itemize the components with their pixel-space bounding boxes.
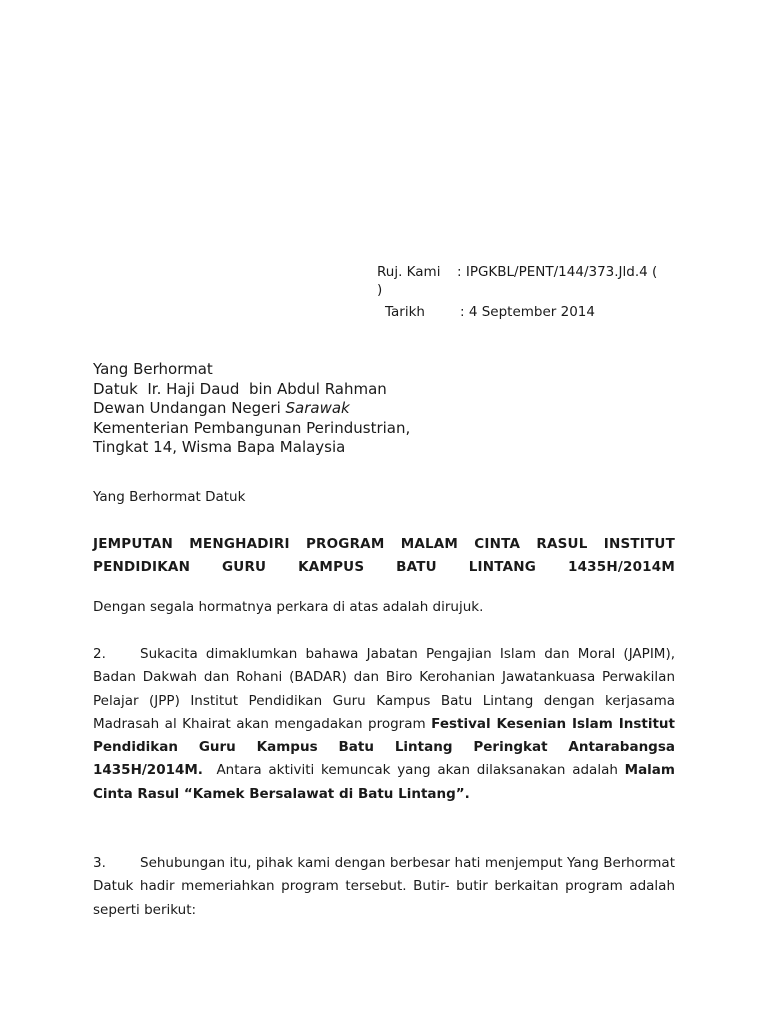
recipient-address (93, 360, 410, 458)
address-line-4: Kementerian Pembangunan Perindustrian, (93, 418, 411, 437)
reference-label: Ruj. Kami (377, 264, 441, 280)
paragraph-text: Sukacita dimaklumkan bahawa Jabatan Pengajian Islam dan Moral (JAPIM), Badan Dakwah dan Rohani (BADAR) dan Biro Kerohanian Jawatankuasa Perwakilan Pelajar (JPP) Institut Pendidikan Guru Kampus Batu Lintang dengan kerjasama Madrasah al Khairat akan mengadakan program (93, 646, 675, 732)
paragraph-bold-text: Festival Kesenian Islam Institut Pendidikan Guru Kampus Batu Lintang Peringkat Antarabangsa 1435H/2014M. (93, 715, 675, 779)
address-line-1: Yang Berhormat (93, 360, 213, 378)
paragraph-text: Sehubungan itu, pihak kami dengan berbesar hati menjemput Yang Berhormat Datuk hadir memeriahkan program tersebut. Butir- butir berkaitan program adalah seperti berikut: (93, 855, 675, 918)
reference-value: : IPGKBL/PENT/144/373.Jld.4 ( (457, 264, 658, 280)
paragraph-number: 2. (93, 646, 106, 662)
address-line-3-italic: Sarawak (285, 399, 350, 417)
address-line-3 (93, 399, 410, 419)
date-label: Tarikh (385, 304, 425, 320)
salutation: Yang Berhormat Datuk (93, 489, 246, 505)
date-row (377, 303, 657, 321)
reference-value-continued: ) (377, 282, 383, 298)
address-line-5: Tingkat 14, Wisma Bapa Malaysia (93, 438, 346, 456)
paragraph-bold-text: Malam Cinta Rasul “Kamek Bersalawat di Batu Lintang”. (93, 762, 675, 802)
address-line-2: Datuk Ir. Haji Daud bin Abdul Rahman (93, 379, 387, 398)
paragraph-3 (93, 852, 675, 922)
paragraph-number: 3. (93, 855, 106, 871)
paragraph-text: Antara aktiviti kemuncak yang akan dilaksanakan adalah (202, 762, 625, 779)
address-line-3-text: Dewan Undangan Negeri (93, 399, 286, 417)
paragraph-2 (93, 643, 675, 806)
subject-heading: JEMPUTAN MENGHADIRI PROGRAM MALAM CINTA RASUL INSTITUT PENDIDIKAN GURU KAMPUS BATU LINTANG 1435H/2014M (93, 536, 675, 576)
intro-paragraph: Dengan segala hormatnya perkara di atas adalah dirujuk. (93, 599, 484, 615)
date-value: : 4 September 2014 (460, 304, 595, 320)
reference-block (377, 263, 657, 321)
reference-number-row (377, 263, 657, 299)
